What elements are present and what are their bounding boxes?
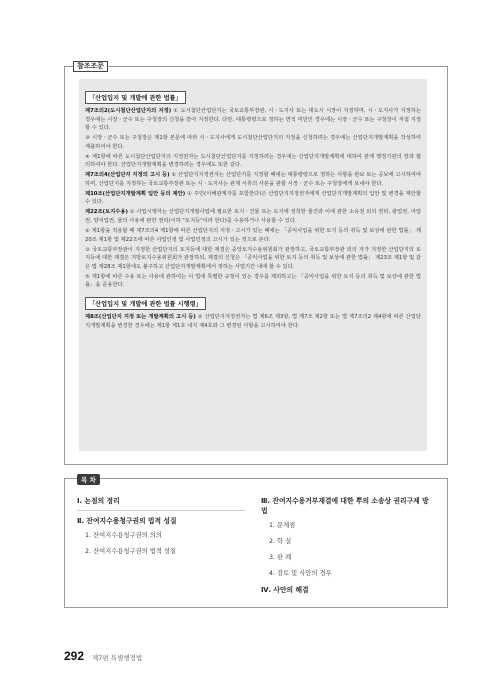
article-heading: 제22조(토지수용) (85, 209, 128, 216)
table-of-contents (64, 478, 448, 608)
toc-subitem: 1. 잔여지수용청구권의 의의 (85, 532, 162, 539)
paragraph-text: ② 제1항을 적용할 때 제7조의4 제1항에 따른 산업단지의 지정ㆍ고시가 있는 때에는 「공익사업을 위한 토지 등의 취득 및 보상에 관한 법률」 제20조 제1항 및 제22조에 따른 사업인정 및 사업인정의 고시가 있는 것으로 본다. (85, 228, 421, 243)
paragraph-text: ④ 제1항에 따른 도시첨단산업단지의 지정권자는 도시첨단산업단지를 지정하려는 경우에는 산업단지개발계획에 대하여 관계 행정기관의 장과 협의하여야 한다. 산업단지개발계획을 변경하려는 경우에도 또한 같다. (85, 153, 421, 169)
article-text: ① 사업시행자는 산업단지개발사업에 필요한 토지ㆍ건물 또는 토지에 정착한 물건과 이에 관한 소유권 외의 권리, 광업권, 어업권, 양식업권, 물의 사용에 관한 권리(이하 "토지등"이라 한다)를 수용하거나 사용할 수 있다. (85, 209, 421, 224)
article-7-2 (85, 107, 421, 133)
reference-content (79, 79, 427, 451)
toc-subitem: 1. 문제점 (269, 522, 296, 529)
article-heading: 제7조의2(도시첨단산업단지의 지정) (85, 108, 172, 114)
article-heading: 제10조(산업단지개발계획 입안 등의 제안) (85, 190, 186, 197)
article-text: ② 산업단지지정권자는 법 제6조 제3항, 법 제7조 제2항 또는 법 제7조의2 제4항에 따른 산업단지개발계획을 변경한 경우에는 제1항 제1호 내지 제4호와 그 변경된 사항을 고시하여야 한다. (85, 314, 421, 329)
toc-item-4: Ⅳ. 사안의 해결 (261, 586, 309, 594)
paragraph-text: ③ 국토교통부장관이 지정한 산업단지의 토지등에 대한 재결은 중앙토지수용위원회가 관장하고, 국토교통부장관 외의 자가 지정한 산업단지의 토지등에 대한 재결은 지방토지수용위원회가 관장하되, 재결의 신청은 「공익사업을 위한 토지 등의 취득 및 보상에 관한 법률」 제23조 제1항 및 같은 법 제28조 제1항에도 불구하고 산업단지개발계획에서 정하는 사업기간 내에 할 수 있다. (85, 246, 421, 270)
toc-item-1: Ⅰ. 논점의 정리 (77, 497, 120, 505)
section-title-act: 「산업입지 및 개발에 관한 법률」 (85, 91, 186, 104)
page-footer (64, 649, 142, 663)
decree-article-8 (85, 313, 421, 330)
page-number: 292 (64, 649, 85, 663)
article-heading: 제7조의4(산업단지 지정의 고시 등) (85, 172, 170, 179)
toc-subitem: 2. 학 설 (269, 538, 292, 545)
paragraph-text: ③ 시장ㆍ군수 또는 구청장은 제1항 본문에 따라 시ㆍ도지사에게 도시첨단산업단지의 지정을 신청하려는 경우에는 산업단지개발계획을 작성하여 제출하여야 한다. (85, 135, 421, 150)
toc-item-2: Ⅱ. 잔여지수용청구권의 법적 성질 (77, 517, 177, 525)
divider (77, 510, 245, 511)
article-10 (85, 190, 421, 207)
article-22 (85, 208, 421, 225)
chapter-title: 제7편 특별행정법 (92, 654, 143, 662)
toc-item-3: Ⅲ. 잔여지수용거부재결에 대한 뿌의 소송상 권리구제 방법 (261, 497, 429, 515)
article-heading: 제8조(산업단지 지정 또는 개발계획의 고시 등) (85, 314, 196, 321)
article-text: ① 산업단지지정권자는 산업단지를 지정할 때에는 대통령령으로 정하는 사항을 관보 또는 공보에 고시하여야 하며, 산업단지를 지정하는 국토교통부장관 또는 시ㆍ도지사는 관계 서류의 사본을 관할 시장ㆍ군수 또는 구청장에게 보내야 한다. (85, 172, 421, 187)
paragraph-text: ⑤ 제1항에 따른 수용 또는 사용에 관하여는 이 법에 특별한 규정이 있는 경우를 제외하고는 「공익사업을 위한 토지 등의 취득 및 보상에 관한 법률」을 준용한다. (85, 273, 421, 289)
toc-subitem: 4. 검토 및 사안의 경우 (269, 570, 332, 577)
toc-right-column (261, 491, 429, 598)
article-text: ① 도시첨단산업단지는 국토교통부장관, 시ㆍ도지사 또는 대도시 시장이 지정하며, 시ㆍ도지사가 지정하는 경우에는 시장ㆍ군수 또는 구청장의 신청을 받아 지정한다. 다만, 대통령령으로 정하는 면적 미만인 경우에는 시장ㆍ군수 또는 구청장이 직접 지정할 수 있다. (85, 108, 421, 131)
article-7-4 (85, 171, 421, 188)
reference-label: 참조조문 (73, 61, 108, 72)
toc-subitem: 3. 판 례 (269, 554, 292, 561)
article-text: ① 주민(이해관계자를 포함한다)은 산업단지지정권자에게 산업단지개발계획의 입안 및 변경을 제안할 수 있다. (85, 190, 421, 206)
reference-box (64, 62, 448, 465)
toc-left-column (77, 491, 245, 558)
toc-subitem: 2. 잔여지수용청구권의 법적 성질 (85, 548, 177, 555)
section-title-decree: 「산업입지 및 개발에 관한 법률 시행령」 (85, 297, 206, 310)
toc-tab-label: 목 차 (77, 474, 100, 485)
